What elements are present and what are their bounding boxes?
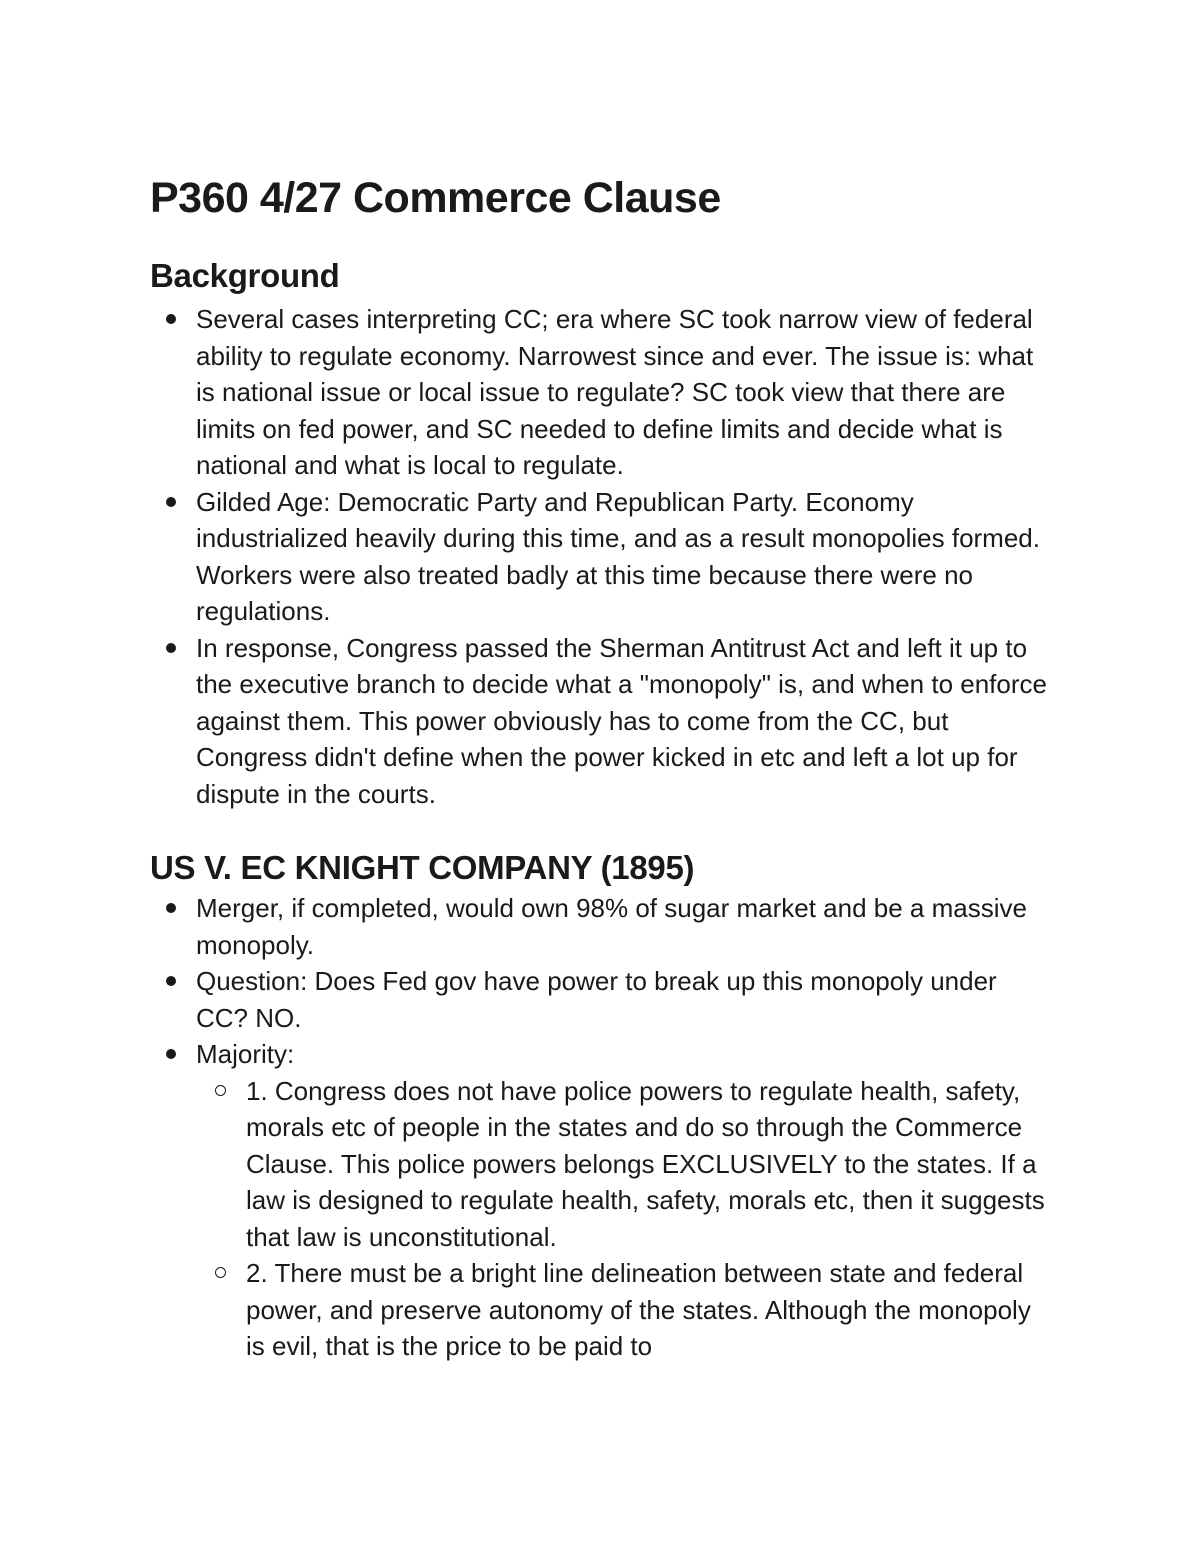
list-item: Gilded Age: Democratic Party and Republican Party. Economy industrialized heavily during this time, and as a result monopolies formed. Workers were also treated badly at this time because there were no regulations. bbox=[150, 484, 1055, 630]
sub-list-item: 2. There must be a bright line delineation between state and federal power, and preserve autonomy of the states. Although the monopoly is evil, that is the price to be paid to bbox=[196, 1255, 1055, 1365]
list-item-majority bbox=[150, 1036, 1055, 1365]
sub-list-item: 1. Congress does not have police powers to regulate health, safety, morals etc of people in the states and do so through the Commerce Clause. This police powers belongs EXCLUSIVELY to the states. If a law is designed to regulate health, safety, morals etc, then it suggests that law is unconstitutional. bbox=[196, 1073, 1055, 1256]
document-page bbox=[150, 168, 1055, 1365]
list-item: Several cases interpreting CC; era where SC took narrow view of federal ability to regulate economy. Narrowest since and ever. The issue is: what is national issue or local issue to regulate? SC took view that there are limits on fed power, and SC needed to define limits and decide what is national and what is local to regulate. bbox=[150, 301, 1055, 484]
document-title: P360 4/27 Commerce Clause bbox=[150, 174, 721, 222]
case-list bbox=[150, 890, 1055, 1365]
majority-label: Majority: bbox=[196, 1039, 295, 1069]
list-item: In response, Congress passed the Sherman Antitrust Act and left it up to the executive branch to decide what a "monopoly" is, and when to enforce against them. This power obviously has to come from the CC, but Congress didn't define when the power kicked in etc and left a lot up for dispute in the courts. bbox=[150, 630, 1055, 813]
section-heading-case: US V. EC KNIGHT COMPANY (1895) bbox=[150, 849, 695, 886]
majority-sublist bbox=[196, 1073, 1055, 1365]
background-list bbox=[150, 301, 1055, 812]
list-item: Question: Does Fed gov have power to break up this monopoly under CC? NO. bbox=[150, 963, 1055, 1036]
section-heading-background: Background bbox=[150, 257, 340, 294]
list-item: Merger, if completed, would own 98% of sugar market and be a massive monopoly. bbox=[150, 890, 1055, 963]
